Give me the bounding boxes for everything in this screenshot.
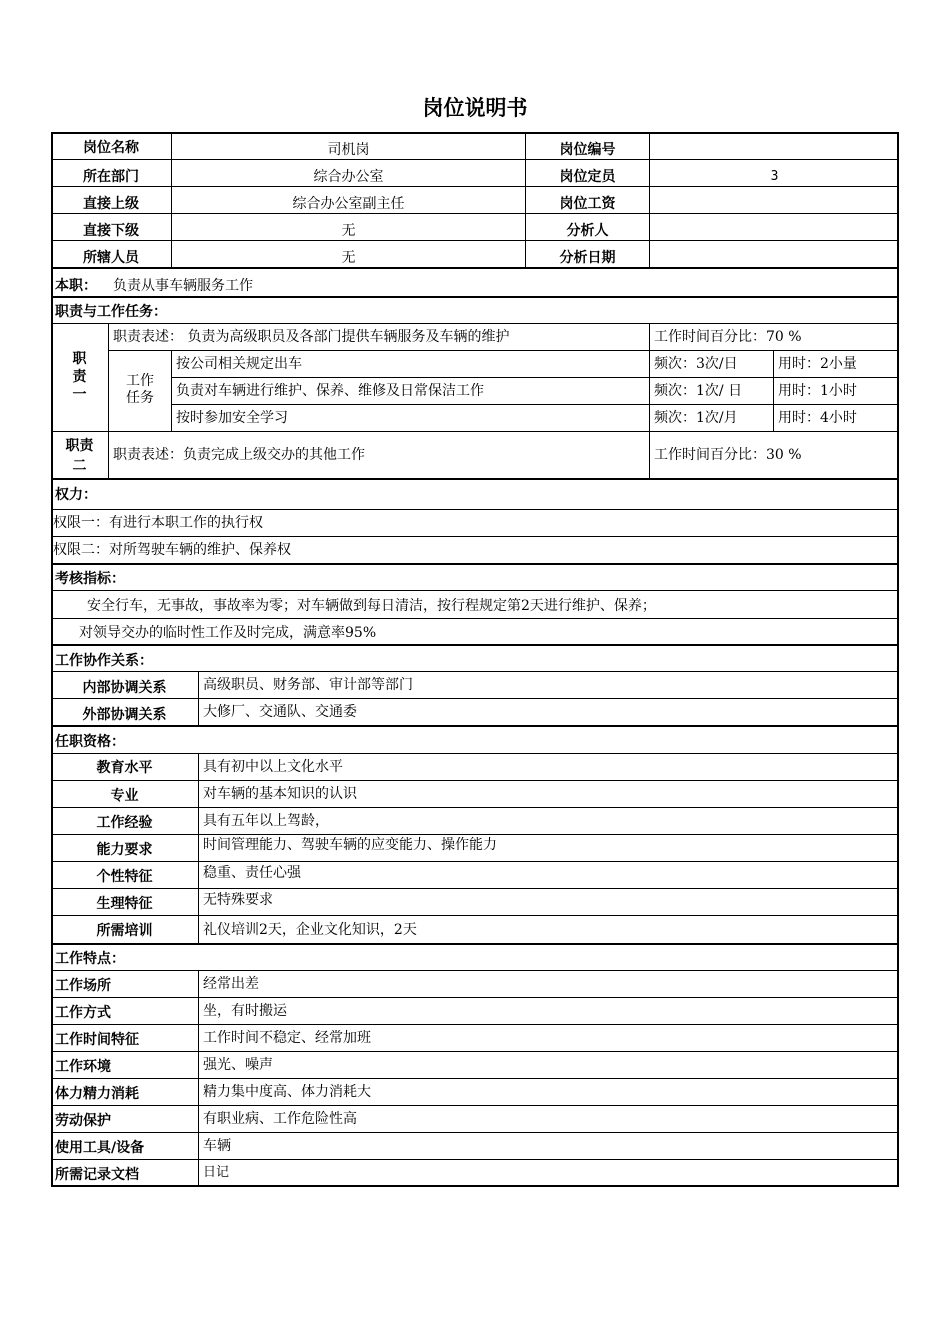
qualification-label-6: 生理特征 bbox=[96, 895, 153, 912]
analyst-value bbox=[650, 217, 899, 244]
cooperation-header: 工作协作关系： bbox=[55, 653, 153, 669]
superior-label: 直接上级 bbox=[83, 195, 139, 212]
feature-label-1: 工作场所 bbox=[55, 977, 111, 994]
duty-value: 负责从事车辆服务工作 bbox=[113, 277, 253, 294]
qualification-label-2: 专业 bbox=[110, 787, 139, 804]
qualification-label-7: 所需培训 bbox=[96, 922, 153, 939]
feature-value-3: 工作时间不稳定、经常加班 bbox=[203, 1029, 371, 1046]
analyst-label: 分析人 bbox=[566, 222, 609, 239]
salary-label: 岗位工资 bbox=[559, 195, 616, 212]
department-label: 所在部门 bbox=[83, 168, 139, 185]
superior-value: 综合办公室副主任 bbox=[292, 195, 405, 212]
qualification-label-5: 个性特征 bbox=[96, 868, 153, 885]
position-code-label: 岗位编号 bbox=[559, 141, 616, 158]
analysis-date-value bbox=[650, 244, 899, 271]
quota-value: 3 bbox=[770, 169, 779, 184]
authority-item-1: 权限一：有进行本职工作的执行权 bbox=[53, 514, 263, 531]
task-2-frequency: 频次：1次/ 日 bbox=[654, 382, 743, 399]
qualification-value-6: 无特殊要求 bbox=[203, 891, 273, 908]
qualification-label-4: 能力要求 bbox=[96, 841, 153, 858]
feature-label-5: 体力精力消耗 bbox=[55, 1085, 139, 1102]
task-2-time: 用时：1小时 bbox=[778, 382, 857, 399]
job-description-table bbox=[51, 132, 899, 1187]
task-label: 工作任务 bbox=[126, 373, 154, 406]
assessment-header: 考核指标： bbox=[55, 571, 125, 587]
feature-label-6: 劳动保护 bbox=[55, 1112, 111, 1129]
duty-label: 本职： bbox=[55, 277, 97, 294]
responsibility-2-desc: 职责表述：负责完成上级交办的其他工作 bbox=[113, 446, 365, 463]
feature-label-8: 所需记录文档 bbox=[55, 1166, 139, 1183]
feature-value-4: 强光、噪声 bbox=[203, 1056, 273, 1073]
staff-value: 无 bbox=[341, 249, 356, 266]
feature-label-2: 工作方式 bbox=[55, 1004, 111, 1021]
authority-header: 权力： bbox=[55, 487, 97, 503]
feature-value-1: 经常出差 bbox=[203, 975, 259, 992]
qualification-value-7: 礼仪培训2天，企业文化知识，2天 bbox=[203, 921, 417, 938]
task-1-text: 按公司相关规定出车 bbox=[176, 355, 302, 372]
responsibility-1-desc: 职责表述： 负责为高级职员及各部门提供车辆服务及车辆的维护 bbox=[113, 328, 510, 345]
salary-value bbox=[650, 190, 899, 217]
feature-label-3: 工作时间特征 bbox=[55, 1031, 139, 1048]
qualification-value-5: 稳重、责任心强 bbox=[203, 864, 301, 881]
responsibility-1-percent: 工作时间百分比：70 % bbox=[654, 328, 802, 345]
quota-label: 岗位定员 bbox=[559, 168, 616, 185]
internal-coop-label: 内部协调关系 bbox=[82, 679, 167, 696]
position-name-label: 岗位名称 bbox=[83, 139, 139, 156]
task-3-frequency: 频次：1次/月 bbox=[654, 409, 738, 426]
qualification-label-1: 教育水平 bbox=[96, 759, 153, 776]
subordinate-value: 无 bbox=[341, 222, 356, 239]
feature-value-5: 精力集中度高、体力消耗大 bbox=[203, 1083, 371, 1100]
responsibility-2-label: 职责二 bbox=[65, 438, 94, 474]
assessment-item-2: 对领导交办的临时性工作及时完成，满意率95% bbox=[79, 624, 377, 641]
external-coop-value: 大修厂、交通队、交通委 bbox=[203, 703, 357, 720]
position-name-value: 司机岗 bbox=[327, 141, 370, 158]
department-value: 综合办公室 bbox=[313, 168, 384, 185]
internal-coop-value: 高级职员、财务部、审计部等部门 bbox=[203, 676, 413, 693]
feature-value-2: 坐，有时搬运 bbox=[203, 1002, 287, 1019]
page-title: 岗位说明书 bbox=[422, 96, 528, 120]
task-3-text: 按时参加安全学习 bbox=[176, 409, 288, 426]
features-header: 工作特点： bbox=[55, 951, 125, 967]
task-2-text: 负责对车辆进行维护、保养、维修及日常保洁工作 bbox=[176, 382, 484, 399]
task-3-time: 用时：4小时 bbox=[778, 409, 857, 426]
feature-value-8: 日记 bbox=[203, 1165, 230, 1180]
feature-value-7: 车辆 bbox=[203, 1137, 231, 1154]
authority-item-2: 权限二：对所驾驶车辆的维护、保养权 bbox=[53, 541, 291, 558]
analysis-date-label: 分析日期 bbox=[559, 249, 616, 266]
qualification-value-1: 具有初中以上文化水平 bbox=[203, 758, 343, 775]
qualification-value-2: 对车辆的基本知识的认识 bbox=[203, 785, 357, 802]
qualification-header: 任职资格： bbox=[55, 734, 125, 750]
position-code-value bbox=[650, 136, 899, 163]
feature-label-4: 工作环境 bbox=[55, 1058, 111, 1075]
qualification-value-4: 时间管理能力、驾驶车辆的应变能力、操作能力 bbox=[203, 836, 497, 853]
qualification-label-3: 工作经验 bbox=[96, 814, 153, 831]
feature-value-6: 有职业病、工作危险性高 bbox=[203, 1110, 357, 1127]
assessment-item-1: 安全行车，无事故，事故率为零；对车辆做到每日清洁，按行程规定第2天进行维护、保养； bbox=[87, 597, 656, 614]
staff-label: 所辖人员 bbox=[83, 249, 139, 266]
responsibilities-header: 职责与工作任务： bbox=[55, 304, 167, 320]
responsibility-2-percent: 工作时间百分比：30 % bbox=[654, 446, 802, 463]
responsibility-1-label: 职责一 bbox=[72, 351, 87, 403]
qualification-value-3: 具有五年以上驾龄， bbox=[203, 812, 329, 829]
feature-label-7: 使用工具/设备 bbox=[55, 1139, 145, 1156]
external-coop-label: 外部协调关系 bbox=[82, 706, 167, 723]
task-1-time: 用时：2小量 bbox=[778, 355, 857, 372]
task-1-frequency: 频次：3次/日 bbox=[654, 355, 738, 372]
subordinate-label: 直接下级 bbox=[83, 222, 139, 239]
